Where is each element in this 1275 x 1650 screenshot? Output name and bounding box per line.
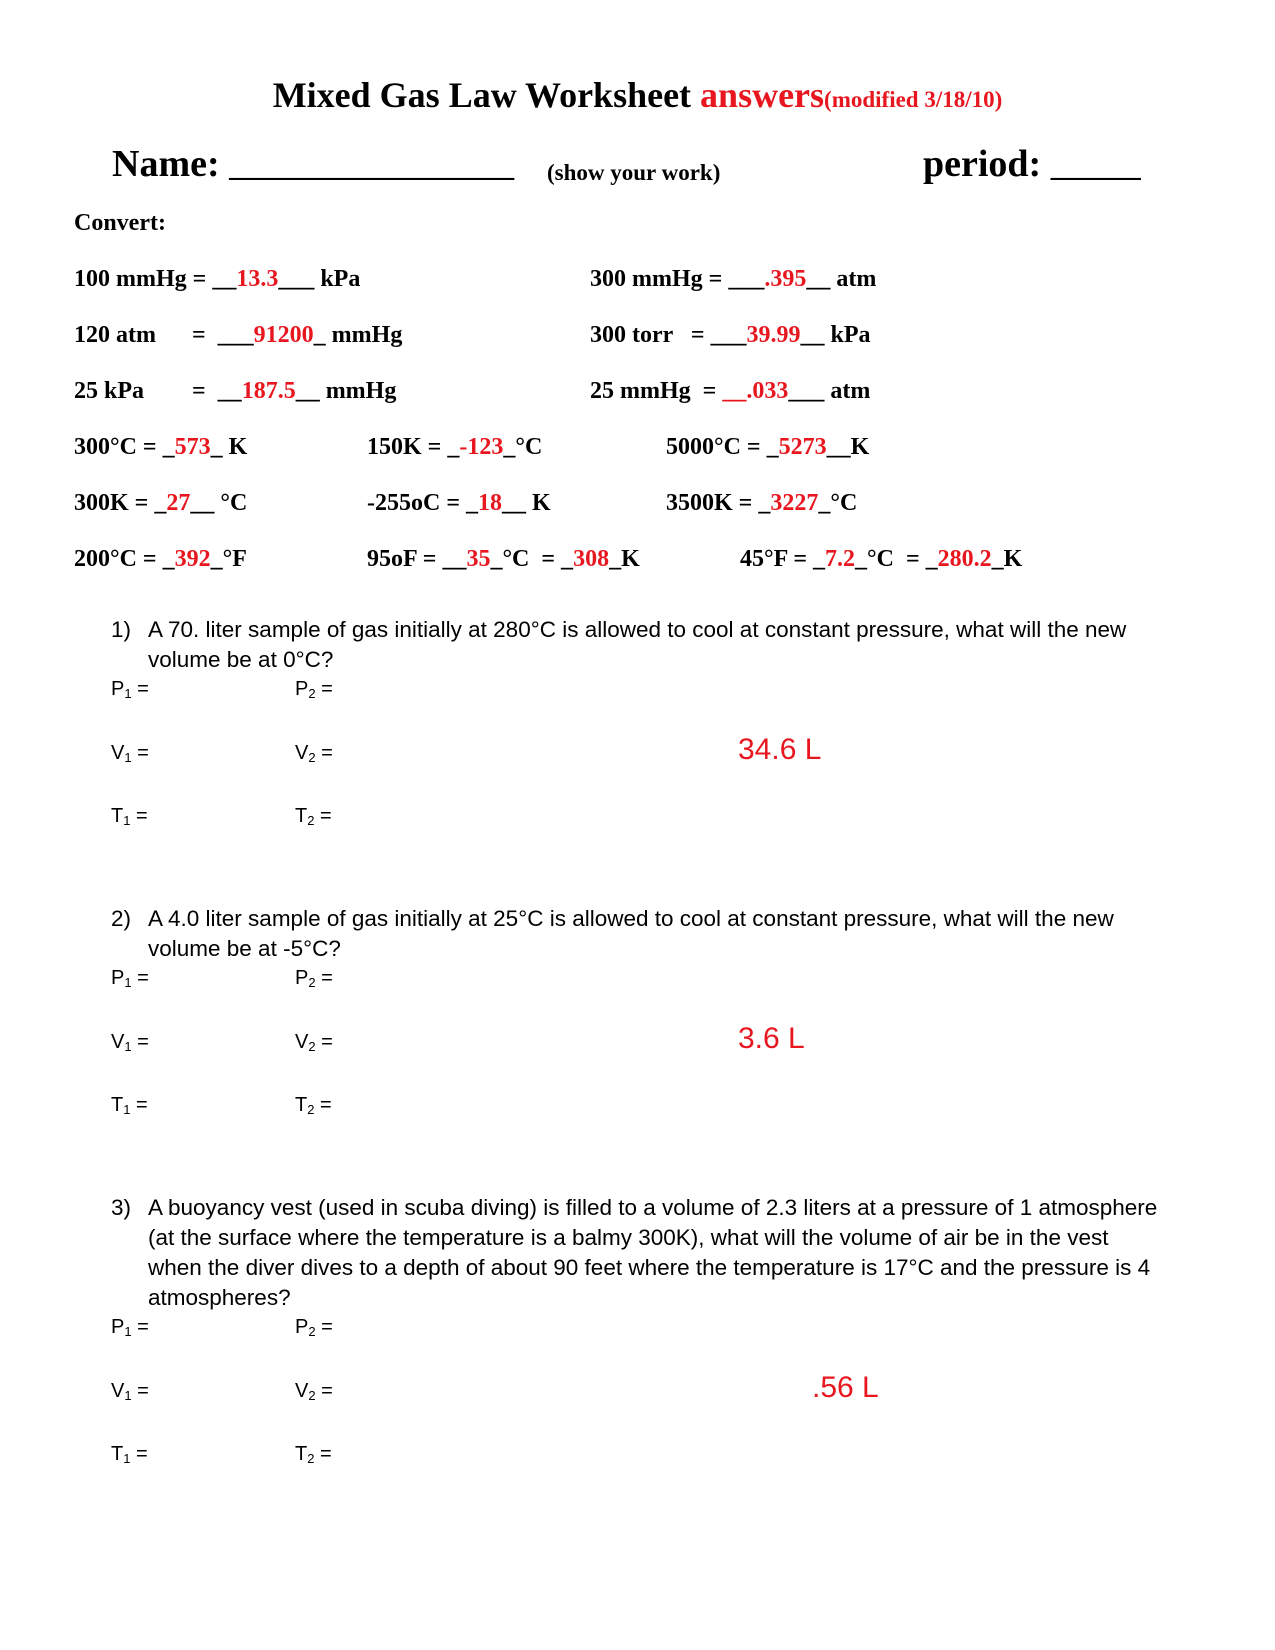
conversion-item: 120 atm = ___91200_ mmHg bbox=[74, 322, 403, 348]
conversion-answer: 187.5 bbox=[241, 378, 296, 404]
period-label: period: bbox=[923, 143, 1042, 185]
conversion-item: 95oF = __35_°C = _308_K bbox=[367, 546, 640, 572]
var-t2: $T_2$ = bbox=[295, 1094, 332, 1117]
conversion-answer: 280.2 bbox=[937, 546, 992, 572]
var-p2: $P_2$ = bbox=[295, 1316, 333, 1339]
name-field bbox=[112, 142, 514, 186]
name-blank: ___________________ bbox=[229, 150, 515, 183]
conversion-item: 100 mmHg = __13.3___ kPa bbox=[74, 266, 361, 292]
conversion-item: 300°C = _573_ K bbox=[74, 434, 248, 460]
var-p1: $P_1$ = bbox=[111, 1316, 149, 1339]
question-number: 1) bbox=[111, 617, 132, 642]
question-number: 2) bbox=[111, 906, 132, 931]
conversion-answer: -123 bbox=[459, 434, 504, 460]
conversion-item: 200°C = _392_°F bbox=[74, 546, 247, 572]
question-text: A 70. liter sample of gas initially at 280°C is allowed to cool at constant pressure, what will the new volume be at 0°C? bbox=[148, 617, 1127, 672]
conversion-answer: 3227 bbox=[770, 490, 819, 516]
conversion-answer: 308 bbox=[573, 546, 610, 572]
answer-text: .56 L bbox=[812, 1371, 879, 1404]
conversion-answer: .395 bbox=[764, 266, 807, 292]
conversion-item: 5000°C = _5273__K bbox=[666, 434, 870, 460]
name-label: Name: bbox=[112, 143, 220, 185]
conversion-answer: 91200 bbox=[253, 322, 314, 348]
conversion-answer: 27 bbox=[166, 490, 191, 516]
var-p1: $P_1$ = bbox=[111, 678, 149, 701]
question-text: A buoyancy vest (used in scuba diving) is filled to a volume of 2.3 liters at a pressure of 1 atmosphere (at the surface where the temperature is a balmy 300K), what will the volume of air be in the vest when the diver dives to a depth of about 90 feet where the temperature is 17°C and the pressure is 4 atmospheres? bbox=[148, 1195, 1158, 1310]
conversion-item: 25 mmHg = __.033___ atm bbox=[590, 378, 871, 404]
var-v2: $V_2$ = bbox=[295, 1380, 333, 1403]
var-v1: $V_1$ = bbox=[111, 742, 149, 765]
period-field bbox=[923, 142, 1141, 186]
conversion-answer: 39.99 bbox=[746, 322, 801, 348]
var-p2: $P_2$ = bbox=[295, 678, 333, 701]
conversion-item: 45°F = _7.2_°C = _280.2_K bbox=[740, 546, 1023, 572]
answer-text: 3.6 L bbox=[738, 1022, 805, 1055]
var-p2: $P_2$ = bbox=[295, 967, 333, 990]
question-number: 3) bbox=[111, 1195, 132, 1220]
question-text: A 4.0 liter sample of gas initially at 25°C is allowed to cool at constant pressure, what will the new volume be at -5°C? bbox=[148, 906, 1114, 961]
var-t1: $T_1$ = bbox=[111, 805, 148, 828]
var-t2: $T_2$ = bbox=[295, 805, 332, 828]
conversion-item: -255oC = _18__ K bbox=[367, 490, 551, 516]
conversion-answer: 7.2 bbox=[825, 546, 856, 572]
var-p1: $P_1$ = bbox=[111, 967, 149, 990]
var-v2: $V_2$ = bbox=[295, 1031, 333, 1054]
conversion-answer: 13.3 bbox=[236, 266, 279, 292]
conversion-item: 3500K = _3227_°C bbox=[666, 490, 858, 516]
conversion-answer: 35 bbox=[466, 546, 491, 572]
conversion-answer: 18 bbox=[478, 490, 502, 516]
conversion-item: 25 kPa = __187.5__ mmHg bbox=[74, 378, 397, 404]
conversion-item: 300K = _27__ °C bbox=[74, 490, 248, 516]
var-t1: $T_1$ = bbox=[111, 1094, 148, 1117]
answers-label: answers bbox=[700, 75, 825, 115]
var-t2: $T_2$ = bbox=[295, 1443, 332, 1466]
period-blank: ______ bbox=[1050, 150, 1141, 183]
conversion-answer: 573 bbox=[174, 434, 211, 460]
modified-note: (modified 3/18/10) bbox=[824, 87, 1003, 112]
conversion-answer: 392 bbox=[174, 546, 211, 572]
var-t1: $T_1$ = bbox=[111, 1443, 148, 1466]
convert-label: Convert: bbox=[74, 210, 166, 236]
var-v2: $V_2$ = bbox=[295, 742, 333, 765]
answer-text: 34.6 L bbox=[738, 733, 822, 766]
page-title: Mixed Gas Law Worksheet answers(modified 3/18/10) bbox=[272, 75, 1003, 115]
conversion-answer: __.033 bbox=[722, 378, 789, 404]
conversion-item: 300 torr = ___39.99__ kPa bbox=[590, 322, 871, 348]
conversion-item: 150K = _-123_°C bbox=[367, 434, 543, 460]
conversion-item: 300 mmHg = ___.395__ atm bbox=[590, 266, 877, 292]
conversion-answer: 5273 bbox=[778, 434, 827, 460]
var-v1: $V_1$ = bbox=[111, 1380, 149, 1403]
show-work-note: (show your work) bbox=[547, 160, 721, 185]
var-v1: $V_1$ = bbox=[111, 1031, 149, 1054]
